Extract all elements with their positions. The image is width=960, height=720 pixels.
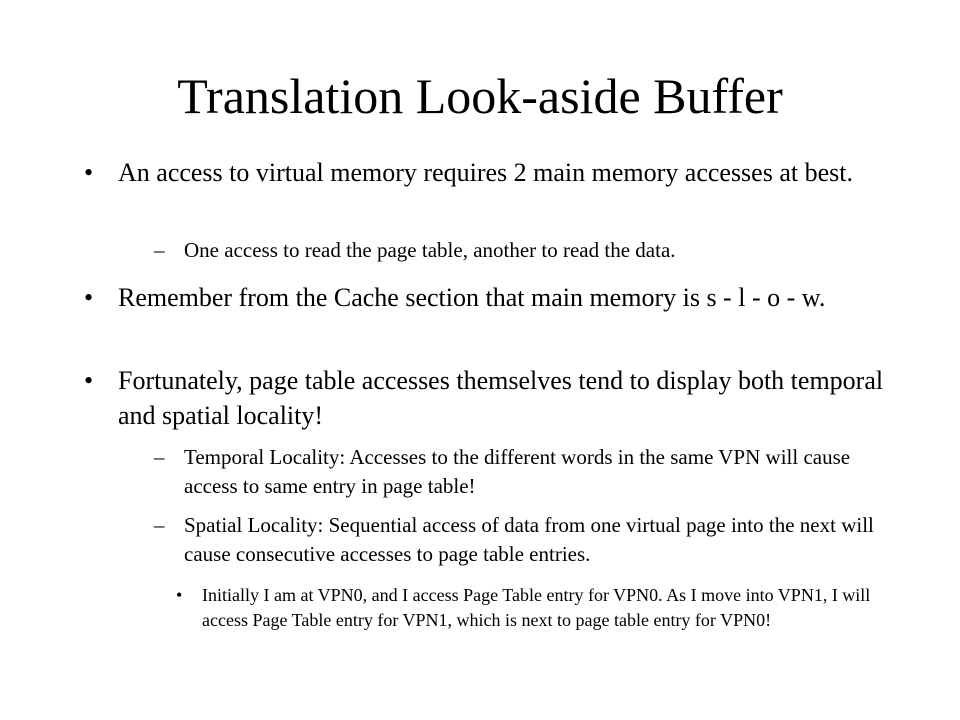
bullet-marker: • [84, 158, 94, 187]
bullet-text: Remember from the Cache section that main memory is s - l - o - w. [118, 283, 826, 312]
bullet-item [84, 280, 884, 315]
sub-bullet-item [154, 236, 874, 265]
dash-marker: – [154, 238, 165, 262]
bullet-item [84, 363, 884, 433]
bullet-marker: • [84, 366, 94, 395]
dash-marker: – [154, 513, 165, 537]
bullet-text: Fortunately, page table accesses themselves tend to display both temporal and spatial locality! [118, 366, 884, 430]
bullet-text: An access to virtual memory requires 2 main memory accesses at best. [118, 158, 853, 187]
bullet-marker: • [84, 283, 94, 312]
sub-sub-bullet-text: Initially I am at VPN0, and I access Page Table entry for VPN0. As I move into VPN1, I will access Page Table entry for VPN1, which is next to page table entry for VPN0! [202, 585, 871, 630]
dash-marker: – [154, 445, 165, 469]
bullet-marker: • [176, 585, 183, 605]
bullet-item [84, 155, 884, 190]
sub-sub-bullet-item [176, 583, 876, 633]
sub-bullet-item [154, 443, 894, 501]
sub-bullet-text: Temporal Locality: Accesses to the different words in the same VPN will cause access to same entry in page table! [184, 445, 851, 498]
slide-title: Translation Look-aside Buffer [177, 68, 783, 124]
sub-bullet-text: Spatial Locality: Sequential access of data from one virtual page into the next will cause consecutive accesses to page table entries. [184, 513, 874, 566]
sub-bullet-item [154, 511, 894, 569]
sub-bullet-text: One access to read the page table, another to read the data. [184, 238, 676, 262]
